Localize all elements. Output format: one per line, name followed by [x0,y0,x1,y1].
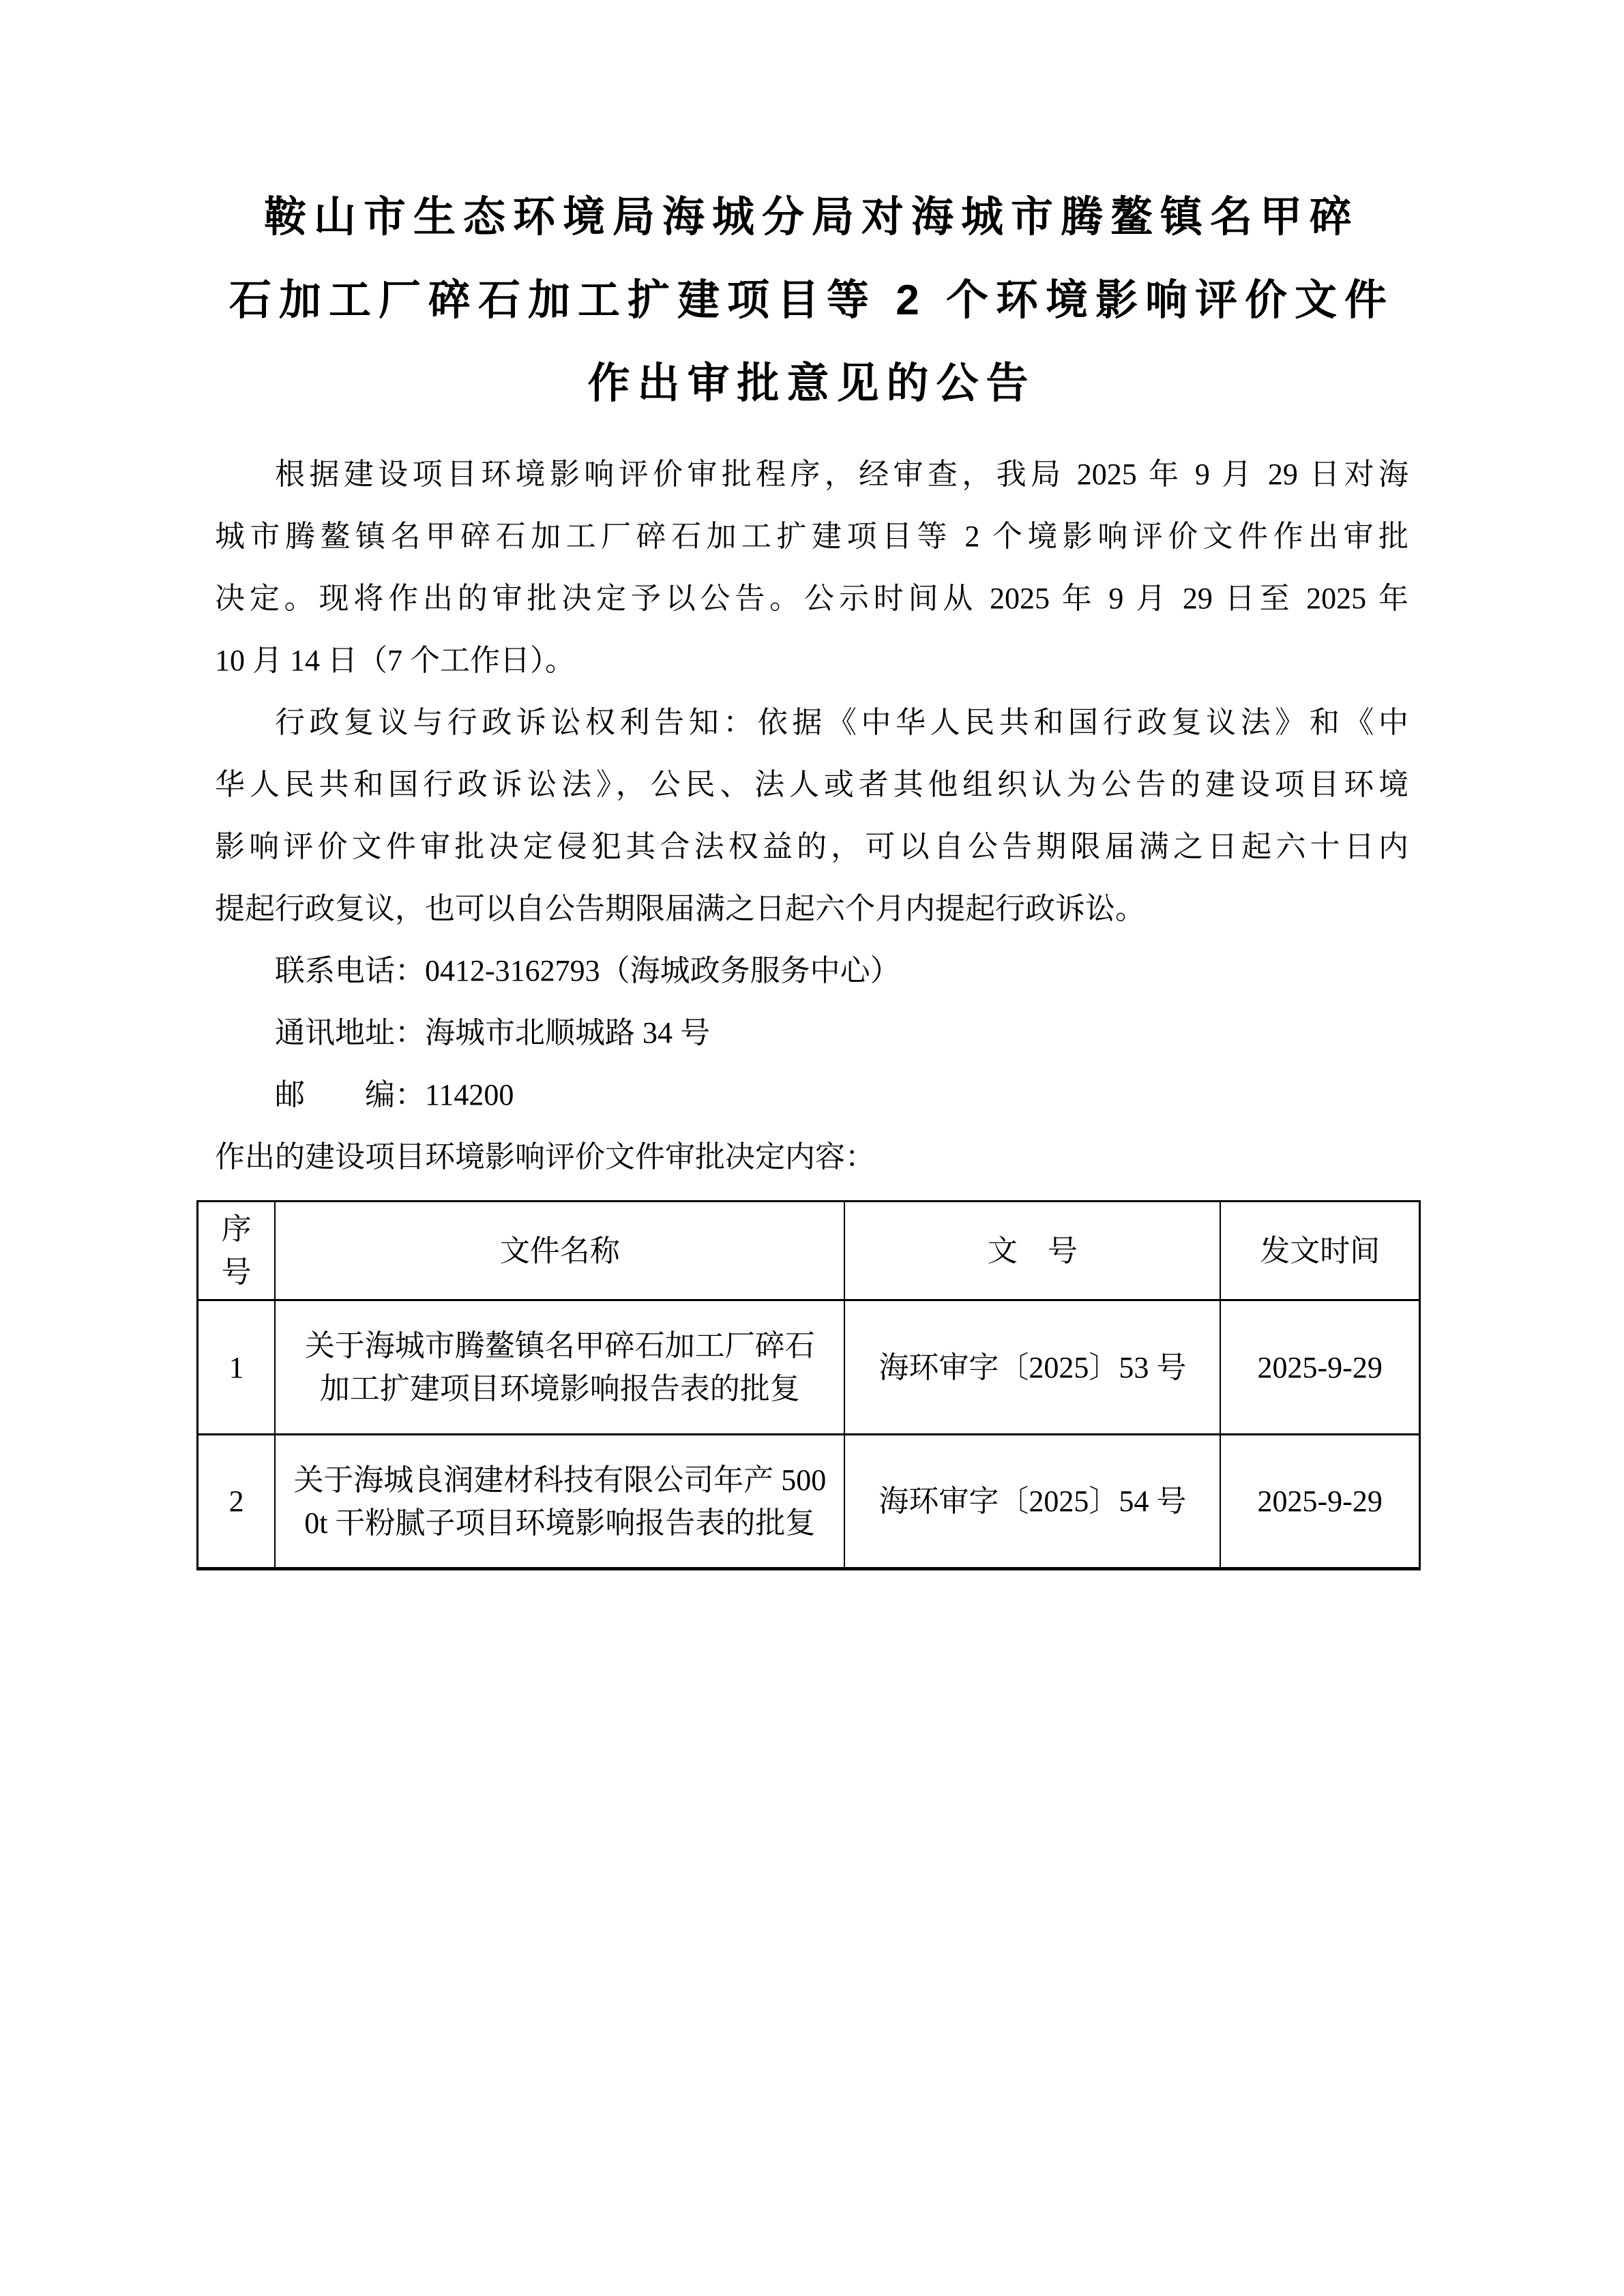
contact-phone: 联系电话：0412-3162793（海城政务服务中心） [275,954,900,987]
paragraph-line: 根据建设项目环境影响评价审批程序，经审查，我局 2025 年 9 月 29 日对海 [275,458,1408,491]
cell-issue-date: 2025-9-29 [1220,1300,1419,1435]
table-intro: 作出的建设项目环境影响评价文件审批决定内容： [215,1140,875,1174]
column-header-name: 文件名称 [275,1202,844,1300]
cell-document-number: 海环审字〔2025〕53 号 [844,1300,1220,1435]
paragraph-line: 10 月 14 日（7 个工作日）。 [215,644,575,677]
body-text [215,443,1408,1570]
title-line-1: 鞍山市生态环境局海城分局对海城市腾鳌镇名甲碎 [263,194,1359,241]
paragraph-approval-decision [215,443,1408,691]
contact-postcode: 邮 编：114200 [275,1078,514,1112]
paragraph-legal-rights [215,691,1408,940]
cell-document-name: 关于海城市腾鳌镇名甲碎石加工厂碎石加工扩建项目环境影响报告表的批复 [275,1300,844,1435]
approval-decision-table [196,1200,1421,1570]
column-header-date: 发文时间 [1220,1202,1419,1300]
cell-document-number: 海环审字〔2025〕54 号 [844,1435,1220,1569]
table-header-row [198,1202,1420,1300]
paragraph-line: 华人民共和国行政诉讼法》，公民、法人或者其他组织认为公告的建设项目环境 [215,768,1408,801]
contact-address: 通讯地址：海城市北顺城路 34 号 [275,1016,710,1049]
column-header-number: 文 号 [844,1202,1220,1300]
contact-block [215,940,1408,1126]
paragraph-line: 影响评价文件审批决定侵犯其合法权益的，可以自公告期限届满之日起六十日内 [215,830,1408,863]
cell-index: 2 [198,1435,276,1569]
paragraph-line: 城市腾鳌镇名甲碎石加工厂碎石加工扩建项目等 2 个境影响评价文件作出审批 [215,520,1408,553]
column-header-index: 序号 [198,1202,276,1300]
table-row [198,1435,1420,1569]
page-title [215,176,1408,426]
table-row [198,1300,1420,1435]
cell-document-name: 关于海城良润建材科技有限公司年产 5000t 干粉腻子项目环境影响报告表的批复 [275,1435,844,1569]
paragraph-line: 行政复议与行政诉讼权利告知：依据《中华人民共和国行政复议法》和《中 [275,706,1408,739]
title-line-2: 石加工厂碎石加工扩建项目等 2 个环境影响评价文件 [229,277,1394,324]
paragraph-line: 提起行政复议，也可以自公告期限届满之日起六个月内提起行政诉讼。 [215,892,1145,925]
title-line-3: 作出审批意见的公告 [587,360,1036,407]
cell-issue-date: 2025-9-29 [1220,1435,1419,1569]
paragraph-line: 决定。现将作出的审批决定予以公告。公示时间从 2025 年 9 月 29 日至 2025 年 [215,582,1408,615]
cell-index: 1 [198,1300,276,1435]
